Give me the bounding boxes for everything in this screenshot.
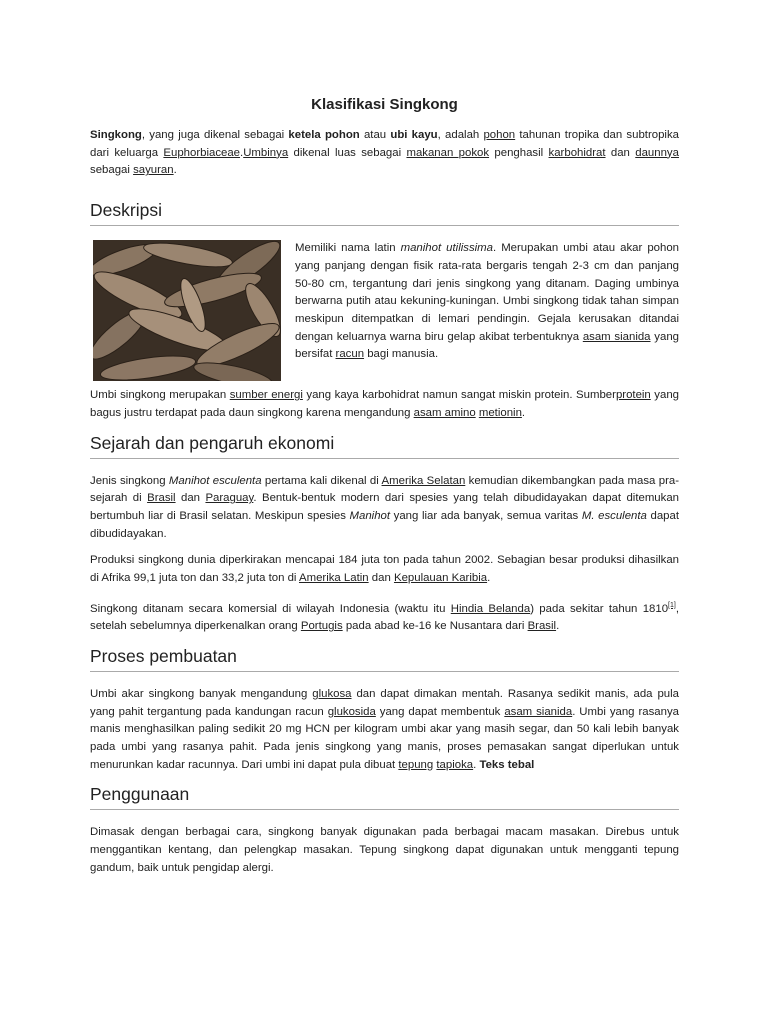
text: Produksi singkong dunia diperkirakan mencapai 184 juta ton pada tahun 2002. Sebagian besar produksi dihasilkan di Afrika 99,1 juta ton dan 33,2 juta ton di: [90, 554, 679, 585]
text: Memiliki nama latin: [295, 242, 401, 255]
text: dan: [368, 572, 394, 585]
text: dan: [175, 492, 206, 505]
text: , adalah: [437, 129, 484, 141]
text: .: [173, 164, 177, 177]
link-amerika-selatan[interactable]: Amerika Selatan: [381, 474, 466, 487]
text: Singkong ditanam secara komersial di wilayah Indonesia (waktu itu: [90, 602, 451, 615]
text: .: [521, 406, 526, 419]
text: yang kaya karbohidrat namun sangat miskin protein. Sumber: [302, 389, 616, 402]
link-asam-sianida-2[interactable]: asam sianida: [504, 705, 573, 718]
heading-penggunaan: Penggunaan: [90, 783, 679, 810]
link-metionin[interactable]: metionin: [478, 406, 522, 419]
link-amerika-latin[interactable]: Amerika Latin: [298, 572, 369, 585]
text: , setelah sebelumnya diperkenalkan orang: [90, 602, 680, 633]
text: yang bagus justru terdapat pada daun singkong karena mengandung: [90, 389, 679, 419]
text: .: [240, 146, 244, 159]
text: .: [556, 620, 560, 633]
text: dapat dibudidayakan.: [90, 509, 679, 540]
text: yang bersifat: [295, 330, 679, 361]
latin-name: M. esculenta: [581, 509, 647, 522]
deskripsi-paragraph-2: [90, 387, 679, 422]
heading-deskripsi: Deskripsi: [90, 199, 679, 226]
text: .: [473, 758, 480, 771]
link-brasil-2[interactable]: Brasil: [527, 620, 557, 633]
text: , yang juga dikenal sebagai: [141, 129, 289, 141]
text: atau: [359, 129, 391, 141]
link-tepung[interactable]: tepung: [398, 758, 434, 771]
text: dikenal luas sebagai: [288, 146, 407, 159]
document-page: [90, 96, 679, 887]
link-sayuran[interactable]: sayuran: [133, 164, 174, 177]
text: penghasil: [489, 146, 549, 159]
link-brasil[interactable]: Brasil: [147, 492, 176, 505]
link-daunnya[interactable]: daunnya: [635, 146, 679, 159]
link-kepulauan-karibia[interactable]: Kepulauan Karibia: [393, 572, 488, 585]
bold-term: ubi kayu: [390, 129, 438, 141]
text: .: [487, 572, 491, 585]
intro-paragraph: [90, 127, 679, 180]
link-euphorbiaceae[interactable]: Euphorbiaceae: [163, 146, 241, 159]
text: Umbi akar singkong banyak mengandung: [90, 687, 313, 700]
text: yang dapat membentuk: [375, 705, 505, 718]
proses-paragraph: [90, 686, 679, 775]
text: . Umbi yang rasanya manis menghasilkan paling sedikit 20 mg HCN per kilogram umbi akar yang masih segar, dan 50 kali lebih banyak pada umbi yang rasanya pahit. Pada jenis singkong yang manis, proses pemasakan sangat diperlukan untuk menurunkan kadar racunnya. Dari umbi ini dapat pula dibuat: [90, 705, 679, 771]
text: yang liar ada banyak, semua varitas: [390, 509, 582, 522]
heading-sejarah: Sejarah dan pengaruh ekonomi: [90, 432, 679, 459]
link-portugis[interactable]: Portugis: [300, 620, 343, 633]
sejarah-paragraph-2: [90, 552, 679, 587]
latin-name: Manihot: [349, 509, 391, 522]
bold-term: Singkong: [90, 129, 142, 141]
deskripsi-section: [90, 240, 679, 387]
latin-name: manihot utilissima: [400, 242, 493, 255]
latin-name: Manihot esculenta: [168, 474, 262, 487]
bold-text: Teks tebal: [479, 758, 535, 771]
link-pohon[interactable]: pohon: [483, 129, 516, 141]
text: . Merupakan umbi atau akar pohon yang panjang dengan fisik rata-rata bergaris tengah 2-3 cm dan panjang 50-80 cm, tergantung dari jenis singkong yang ditanam. Daging umbinya berwarna putih atau kekuning-kuningan. Umbi singkong tidak tahan simpan meskipun ditempatkan di lemari pendingin. Gejala kerusakan ditandai dengan keluarnya warna biru gelap akibat terbentuknya: [295, 242, 679, 343]
text: . Bentuk-bentuk modern dari spesies yang telah dibudidayakan dapat ditemukan bertumbuh liar di Brasil selatan. Meskipun spesies: [90, 492, 680, 522]
link-protein[interactable]: protein: [615, 389, 651, 402]
link-paraguay[interactable]: Paraguay: [205, 492, 254, 505]
link-karbohidrat[interactable]: karbohidrat: [548, 146, 606, 159]
link-sumber-energi[interactable]: sumber energi: [229, 389, 303, 402]
text: Umbi singkong merupakan: [90, 389, 230, 402]
cassava-image: [93, 240, 281, 381]
penggunaan-paragraph: Dimasak dengan berbagai cara, singkong banyak digunakan pada berbagai macam masakan. Direbus untuk menggantikan kentang, dan pelengkap masakan. Tepung singkong dapat digunakan untuk mengganti tepung gandum, baik untuk pengidap alergi.: [90, 826, 679, 874]
link-makanan-pokok[interactable]: makanan pokok: [406, 146, 490, 159]
link-asam-sianida[interactable]: asam sianida: [582, 330, 651, 343]
link-asam-amino[interactable]: asam amino: [413, 406, 476, 419]
text: ) pada sekitar tahun 1810: [530, 602, 669, 615]
link-racun[interactable]: racun: [335, 348, 365, 361]
text: pada abad ke-16 ke Nusantara dari: [342, 620, 528, 633]
text: sebagai: [90, 164, 134, 177]
text: dan dapat dimakan mentah. Rasanya sedikit manis, ada pula yang pahit tergantung pada kandungan racun: [90, 687, 679, 718]
link-umbinya[interactable]: Umbinya: [243, 146, 289, 159]
text: Jenis singkong: [90, 474, 169, 487]
link-glukosida[interactable]: glukosida: [327, 705, 376, 718]
link-hindia-belanda[interactable]: Hindia Belanda: [450, 602, 531, 615]
sejarah-paragraph-1: [90, 473, 679, 544]
bold-term: ketela pohon: [288, 129, 360, 141]
text: pertama kali dikenal di: [261, 474, 382, 487]
page-title: Klasifikasi Singkong: [311, 96, 458, 113]
link-tapioka[interactable]: tapioka: [436, 758, 474, 771]
reference-link[interactable]: [1]: [668, 601, 676, 609]
text: dan: [605, 146, 636, 159]
heading-proses: Proses pembuatan: [90, 645, 679, 672]
link-glukosa[interactable]: glukosa: [312, 687, 352, 700]
text: tahunan tropika dan subtropika dari keluarga: [90, 129, 679, 159]
sejarah-paragraph-3: [90, 597, 679, 636]
text: bagi manusia.: [364, 348, 439, 361]
text: kemudian dikembangkan pada masa pra-sejarah di: [90, 474, 679, 505]
